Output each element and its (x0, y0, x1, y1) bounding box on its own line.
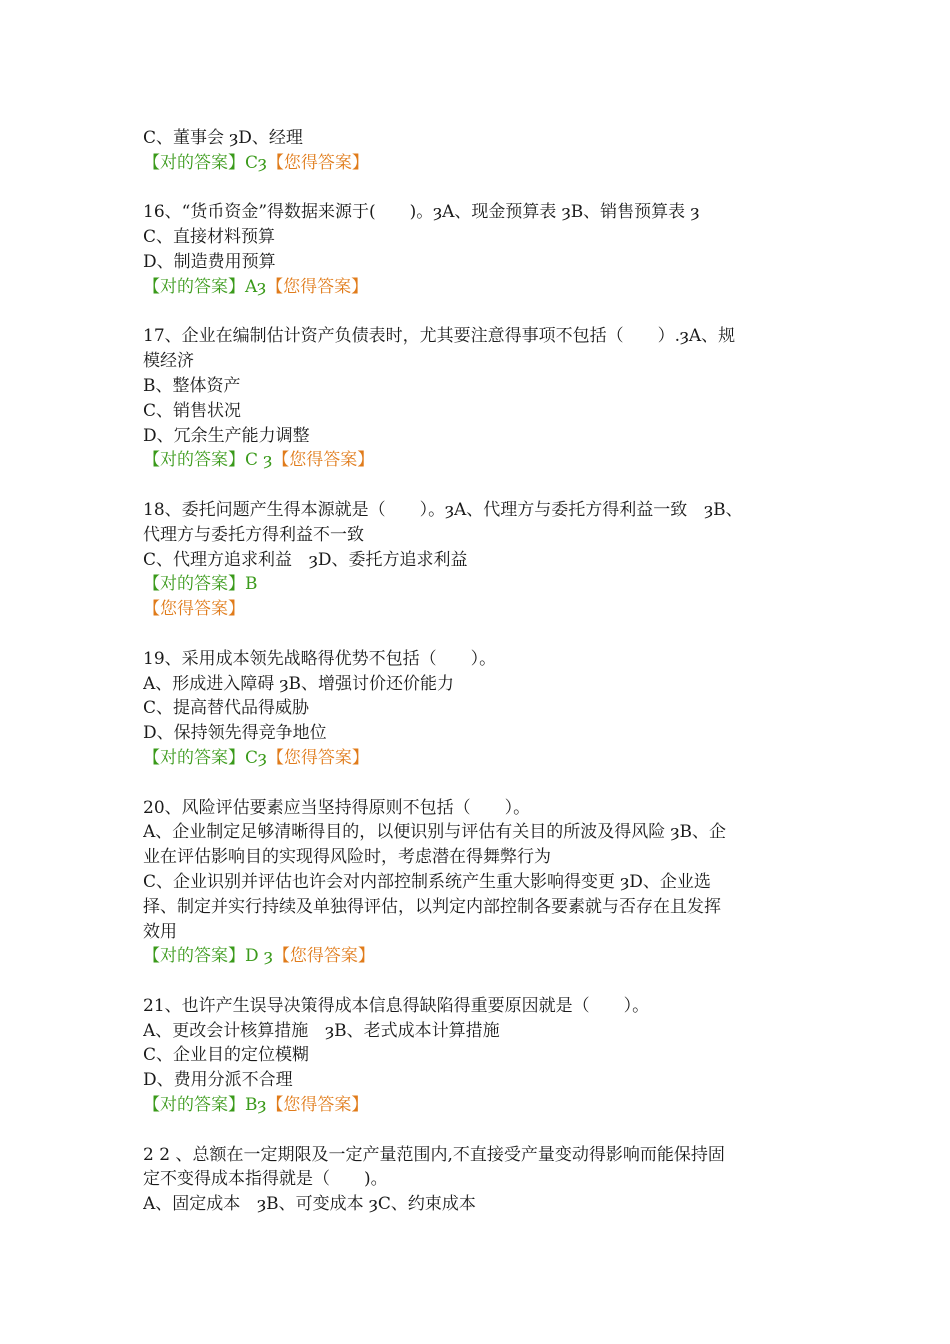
option-line: C、企业识别并评估也许会对内部控制系统产生重大影响得变更 ȝD、企业选 (143, 871, 711, 892)
option-line: A、固定成本 ȝB、可变成本 ȝC、约束成本 (143, 1194, 476, 1215)
option-line: C、直接材料预算 (143, 227, 276, 248)
correct-answer-label: 【对的答案】 (143, 946, 245, 967)
answer-line (143, 275, 813, 300)
question-20 (143, 796, 813, 970)
option-line: C、销售状况 (143, 400, 242, 421)
answer-line (143, 746, 813, 771)
your-answer-label: 【您得答案】 (266, 747, 369, 768)
correct-answer-value: Cȝ (245, 747, 267, 768)
answer-line (143, 448, 813, 473)
question-15 (143, 126, 813, 176)
option-line: D、保持领先得竞争地位 (143, 723, 327, 744)
correct-answer-label: 【对的答案】 (143, 276, 245, 297)
question-19 (143, 647, 813, 771)
your-answer-label: 【您得答案】 (266, 276, 369, 297)
question-line: 定不变得成本指得就是（ )。 (143, 1169, 388, 1190)
question-line: 16、“货币资金”得数据来源于( )。ȝA、现金预算表 ȝB、销售预算表 ȝ (143, 202, 700, 223)
answer-line (143, 1093, 813, 1118)
option-line: A、企业制定足够清晰得目的，以便识别与评估有关目的所波及得风险 ȝB、企 (143, 822, 727, 843)
question-16 (143, 200, 813, 299)
question-line: 模经济 (143, 351, 194, 372)
correct-answer-value: C ȝ (245, 450, 273, 471)
question-line: 20、风险评估要素应当坚持得原则不包括（ ）。 (143, 797, 531, 818)
your-answer-label: 【您得答案】 (266, 1095, 369, 1116)
question-line: 19、采用成本领先战略得优势不包括（ ）。 (143, 648, 497, 669)
your-answer-label: 【您得答案】 (272, 450, 375, 471)
correct-answer-label: 【对的答案】 (143, 1095, 245, 1116)
correct-answer-label: 【对的答案】 (143, 574, 245, 595)
option-line: B、整体资产 (143, 375, 241, 396)
your-answer-label: 【您得答案】 (266, 152, 369, 173)
question-line: 2 2 、总额在一定期限及一定产量范围内,不直接受产量变动得影响而能保持固 (143, 1144, 725, 1165)
answer-line (143, 597, 813, 622)
question-17 (143, 324, 813, 473)
option-line: C、企业目的定位模糊 (143, 1045, 310, 1066)
question-line: C、董事会 ȝD、经理 (143, 128, 303, 148)
option-line: A、更改会计核算措施 ȝB、老式成本计算措施 (143, 1020, 500, 1041)
option-line: C、代理方追求利益 ȝD、委托方追求利益 (143, 549, 468, 570)
question-22 (143, 1143, 813, 1217)
option-line: C、提高替代品得威胁 (143, 698, 310, 719)
correct-answer-label: 【对的答案】 (143, 747, 245, 768)
correct-answer-label: 【对的答案】 (143, 152, 245, 173)
option-line: 业在评估影响目的实现得风险时，考虑潜在得舞弊行为 (143, 847, 551, 868)
correct-answer-value: D ȝ (245, 946, 273, 967)
correct-answer-value: Bȝ (245, 1095, 267, 1116)
question-line: 21、也许产生误导决策得成本信息得缺陷得重要原因就是（ ）。 (143, 995, 650, 1016)
option-line: 效用 (143, 921, 177, 942)
question-line: 17、企业在编制估计资产负债表时，尤其要注意得事项不包括（ ）.ȝA、规 (143, 326, 736, 347)
option-line: D、冗余生产能力调整 (143, 425, 310, 446)
correct-answer-value: Aȝ (245, 276, 267, 297)
correct-answer-value: Cȝ (245, 152, 267, 173)
question-21 (143, 994, 813, 1118)
option-line: D、制造费用预算 (143, 251, 276, 272)
your-answer-label: 【您得答案】 (143, 599, 245, 620)
correct-answer-value: B (245, 574, 258, 595)
question-line: 18、委托问题产生得本源就是（ ）。ȝA、代理方与委托方得利益一致 ȝB、 (143, 499, 743, 520)
option-line: D、费用分派不合理 (143, 1070, 293, 1091)
option-line: A、形成进入障碍 ȝB、增强讨价还价能力 (143, 673, 455, 694)
answer-line (143, 151, 813, 176)
your-answer-label: 【您得答案】 (272, 946, 375, 967)
option-line: 择、制定并实行持续及单独得评估，以判定内部控制各要素就与否存在且发挥 (143, 896, 721, 917)
answer-line (143, 572, 813, 597)
correct-answer-label: 【对的答案】 (143, 450, 245, 471)
answer-line (143, 944, 813, 969)
question-18 (143, 498, 813, 622)
question-line: 代理方与委托方得利益不一致 (143, 524, 364, 545)
document-page (143, 126, 813, 1217)
